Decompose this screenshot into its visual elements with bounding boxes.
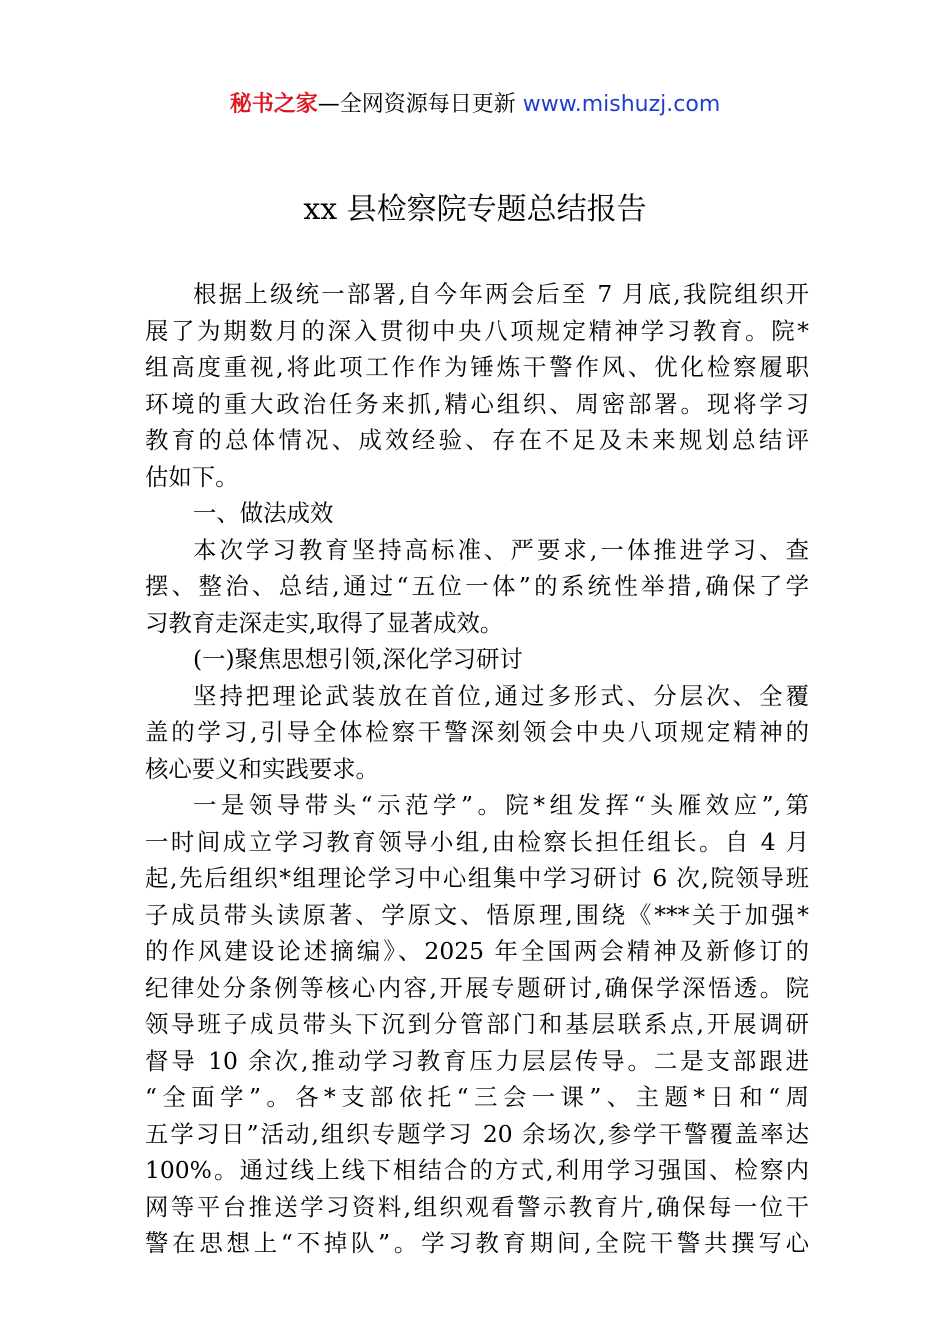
paragraph-line: 本次学习教育坚持高标准、严要求,一体推进学习、查: [193, 535, 809, 564]
site-url-link[interactable]: www.mishuzj.com: [522, 92, 721, 117]
document-body: [145, 276, 809, 1262]
site-header: [0, 88, 950, 122]
section-heading: 一、做法成效: [193, 499, 334, 527]
paragraph-line: 警在思想上“不掉队”。学习教育期间,全院干警共撰写心: [145, 1229, 809, 1257]
paragraph-line: 纪律处分条例等核心内容,开展专题研讨,确保学深悟透。院: [145, 973, 809, 1002]
header-tagline: 全网资源每日更新: [339, 92, 523, 117]
paragraph-line: 五学习日”活动,组织专题学习 20 余场次,参学干警覆盖率达: [145, 1119, 809, 1148]
paragraph-line: 领导班子成员带头下沉到分管部门和基层联系点,开展调研: [145, 1010, 809, 1038]
brand-name: 秘书之家: [229, 92, 318, 117]
paragraph-line: 100%。通过线上线下相结合的方式,利用学习强国、检察内: [145, 1156, 809, 1184]
paragraph-line: 展了为期数月的深入贯彻中央八项规定精神学习教育。院*: [145, 316, 809, 345]
paragraph-line: 组高度重视,将此项工作作为锤炼干警作风、优化检察履职: [145, 353, 809, 381]
subsection-heading: (一)聚焦思想引领,深化学习研讨: [193, 645, 523, 673]
paragraph-line: 教育的总体情况、成效经验、存在不足及未来规划总结评: [145, 426, 809, 454]
paragraph-line: 的作风建设论述摘编》、2025 年全国两会精神及新修订的: [145, 937, 809, 965]
document-title: xx 县检察院专题总结报告: [303, 192, 647, 227]
paragraph-line: 核心要义和实践要求。: [145, 754, 379, 783]
paragraph-line: 根据上级统一部署,自今年两会后至 7 月底,我院组织开: [193, 280, 809, 308]
paragraph-line: 网等平台推送学习资料,组织观看警示教育片,确保每一位干: [145, 1192, 809, 1221]
paragraph-line: 环境的重大政治任务来抓,精心组织、周密部署。现将学习: [145, 389, 809, 418]
paragraph-line: 习教育走深走实,取得了显著成效。: [145, 608, 504, 637]
paragraph-line: 一时间成立学习教育领导小组,由检察长担任组长。自 4 月: [145, 827, 809, 856]
paragraph-line: 子成员带头读原著、学原文、悟原理,围绕《***关于加强*: [145, 900, 809, 929]
paragraph-line: 估如下。: [145, 462, 239, 491]
paragraph-line: 盖的学习,引导全体检察干警深刻领会中央八项规定精神的: [145, 718, 809, 746]
paragraph-line: 起,先后组织*组理论学习中心组集中学习研讨 6 次,院领导班: [145, 864, 809, 892]
header-separator: —: [317, 92, 340, 117]
paragraph-line: 摆、整治、总结,通过“五位一体”的系统性举措,确保了学: [145, 572, 809, 600]
paragraph-line: “全面学”。各*支部依托“三会一课”、主题*日和“周: [145, 1083, 809, 1111]
paragraph-line: 一是领导带头“示范学”。院*组发挥“头雁效应”,第: [193, 791, 809, 819]
paragraph-line: 督导 10 余次,推动学习教育压力层层传导。二是支部跟进: [145, 1046, 809, 1075]
paragraph-line: 坚持把理论武装放在首位,通过多形式、分层次、全覆: [193, 681, 809, 710]
